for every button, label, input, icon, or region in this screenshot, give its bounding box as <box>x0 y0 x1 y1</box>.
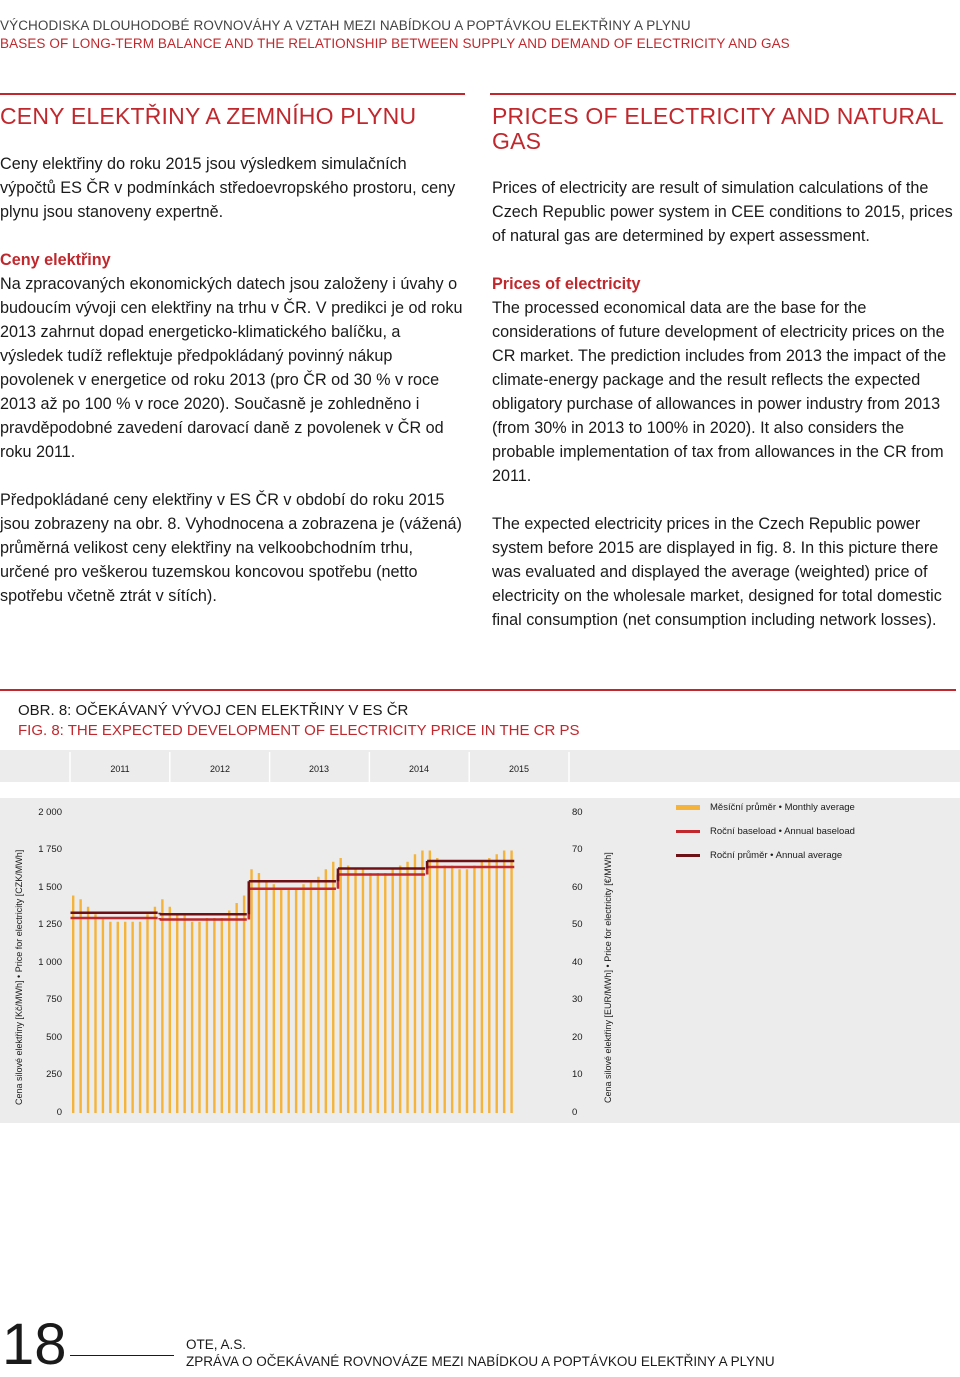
footer-report-title: ZPRÁVA O OČEKÁVANÉ ROVNOVÁZE MEZI NABÍDKOU A POPTÁVKOU ELEKTŘINY A PLYNU <box>186 1354 775 1369</box>
y-tick-right: 20 <box>572 1032 583 1043</box>
right-paragraph-1: The processed economical data are the base for the considerations of future development of electricity prices on the CR market. The prediction includes from 2013 the impact of the climate-energy package and the result reflects the expected obligatory purchase of allowances in power industry from 2013 (from 30% in 2013 to 100% in 2020). It also considers the probable implementation of tax from allowances in the CR from 2011. <box>492 299 947 485</box>
y-tick-left: 2 000 <box>38 807 62 818</box>
chart-plot-panel <box>0 798 960 1123</box>
legend-baseload-swatch <box>676 830 700 833</box>
y-axis-label-left: Cena silové elektřiny [Kč/MWh] • Price for electricity [CZK/MWh] <box>14 849 24 1105</box>
running-header-en: BASES OF LONG-TERM BALANCE AND THE RELATIONSHIP BETWEEN SUPPLY AND DEMAND OF ELECTRICITY AND GAS <box>0 36 790 51</box>
right-column <box>492 176 958 632</box>
y-tick-right: 30 <box>572 994 583 1005</box>
y-tick-right: 0 <box>572 1107 578 1118</box>
chart-top-band <box>0 750 960 782</box>
y-tick-left: 1 750 <box>38 844 62 855</box>
footer-rule <box>70 1355 174 1356</box>
running-header-cz: VÝCHODISKA DLOUHODOBÉ ROVNOVÁHY A VZTAH MEZI NABÍDKOU A POPTÁVKOU ELEKTŘINY A PLYNU <box>0 18 691 33</box>
year-label: 2014 <box>408 764 430 774</box>
y-tick-right: 10 <box>572 1069 583 1080</box>
y-tick-left: 1 250 <box>38 919 62 930</box>
right-intro: Prices of electricity are result of simulation calculations of the Czech Republic power system in CEE conditions to 2015, prices of natural gas are determined by expert assessment. <box>492 179 953 245</box>
right-section-rule <box>490 93 956 95</box>
left-section-rule <box>0 93 465 95</box>
figure-label-en: FIG. 8: THE EXPECTED DEVELOPMENT OF ELECTRICITY PRICE IN THE CR PS <box>18 722 580 739</box>
figure-rule <box>0 689 956 691</box>
legend-annual-swatch <box>676 854 700 857</box>
page-number: 18 <box>2 1312 67 1377</box>
y-tick-right: 40 <box>572 957 583 968</box>
legend-baseload-label: Roční baseload • Annual baseload <box>710 826 855 837</box>
y-tick-left: 750 <box>46 994 62 1005</box>
y-tick-left: 250 <box>46 1069 62 1080</box>
left-intro: Ceny elektřiny do roku 2015 jsou výsledkem simulačních výpočtů ES ČR v podmínkách středoevropského prostoru, ceny plynu jsou stanoveny expertně. <box>0 155 456 221</box>
legend-annual-label: Roční průměr • Annual average <box>710 850 843 861</box>
left-subheading: Ceny elektřiny <box>0 251 111 269</box>
y-tick-left: 1 500 <box>38 882 62 893</box>
y-tick-right: 80 <box>572 807 583 818</box>
y-tick-right: 60 <box>572 882 583 893</box>
year-label: 2012 <box>209 764 231 774</box>
year-label: 2011 <box>110 764 130 774</box>
left-section-title: CENY ELEKTŘINY A ZEMNÍHO PLYNU <box>0 103 417 129</box>
y-tick-left: 1 000 <box>38 957 62 968</box>
y-tick-right: 70 <box>572 844 583 855</box>
y-tick-left: 500 <box>46 1032 62 1043</box>
right-section-title: PRICES OF ELECTRICITY AND NATURAL GAS <box>492 103 943 154</box>
footer-company: OTE, A.S. <box>186 1337 247 1352</box>
legend-monthly-swatch <box>676 805 700 810</box>
left-paragraph-2: Předpokládané ceny elektřiny v ES ČR v období do roku 2015 jsou zobrazeny na obr. 8. Vyhodnocena a zobrazena je (vážená) průměrná velikost ceny elektřiny na velkoobchodním trhu, určené pro veškerou tuzemskou koncovou spotřebu (netto spotřebu včetně ztrát v sítích). <box>0 491 462 605</box>
left-paragraph-1: Na zpracovaných ekonomických datech jsou založeny i úvahy o budoucím vývoji cen elektřiny na trhu v ČR. V predikci je od roku 2013 zahrnut dopad energeticko-klimatického balíčku, a výsledek tudíž reflektuje předpokládaný povinný nákup povolenek v energetice od roku 2013 (pro ČR od 30 % v roce 2013 až po 100 % v roce 2020). Současně je zohledněno i pravděpodobné zavedení darovací daně z povolenek v ČR od roku 2011. <box>0 275 463 461</box>
left-column <box>0 152 463 608</box>
y-axis-label-right: Cena silové elektřiny [EUR/MWh] • Price for electricity [€/MWh] <box>603 852 613 1103</box>
legend-monthly-label: Měsíční průměr • Monthly average <box>710 802 855 813</box>
right-paragraph-2: The expected electricity prices in the Czech Republic power system before 2015 are displayed in fig. 8. In this picture there was evaluated and displayed the average (weighted) price of electricity on the wholesale market, designed for total domestic final consumption (net consumption including network losses). <box>492 515 942 629</box>
y-tick-right: 50 <box>572 919 583 930</box>
year-label: 2015 <box>508 764 530 774</box>
right-subheading: Prices of electricity <box>492 275 641 293</box>
figure-label-cz: OBR. 8: OČEKÁVANÝ VÝVOJ CEN ELEKTŘINY V ES ČR <box>18 702 409 719</box>
year-label: 2013 <box>308 764 330 774</box>
y-tick-left: 0 <box>56 1107 62 1118</box>
